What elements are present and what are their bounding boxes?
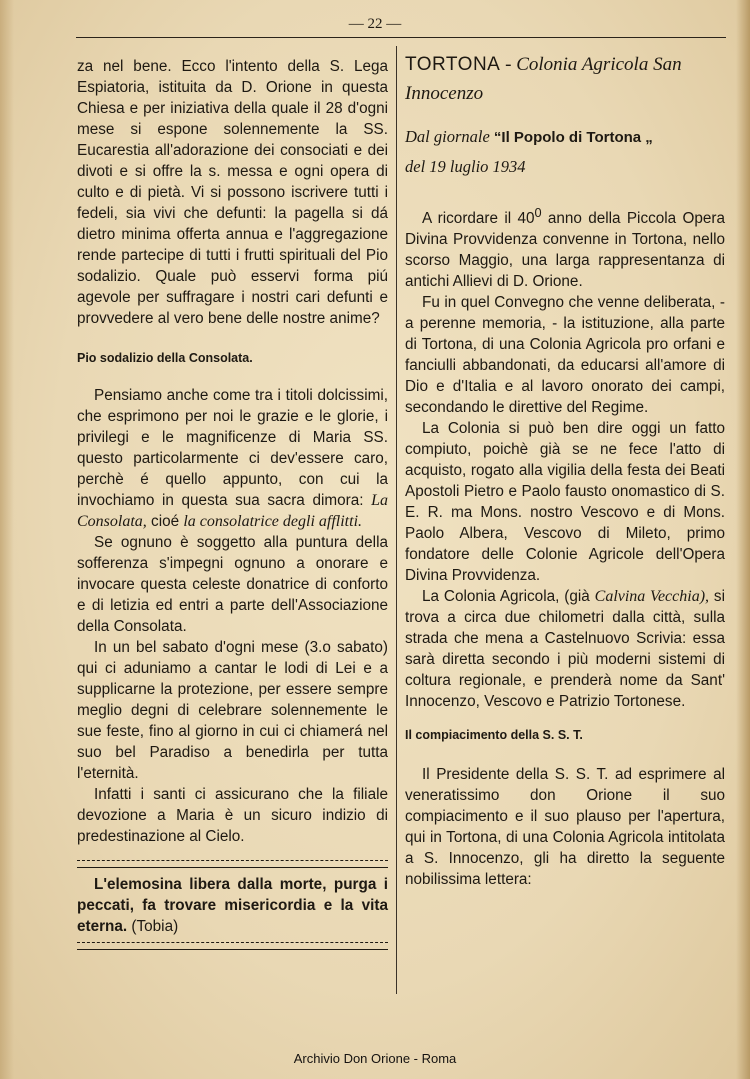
colonia-paragraph-3: La Colonia si può ben dire oggi un fatto compiuto, poichè già se ne fece l'atto di acquisto, rogato alla vigilia della festa dei Beati Apostoli Pietro e Paolo fausto onomastico di S. E. R. ma Mons. nostro Vescovo e di Mons. Paolo Albera, Vescovo di Mileto, primo fondatore delle Colonie Agricole dell'Opera Divina Provvidenza.	[405, 420, 725, 585]
article-title: TORTONA - Colonia Agricola San Innocenzo	[405, 54, 682, 104]
right-column	[405, 56, 725, 890]
article-source: Dal giornale “Il Popolo di Tortona „ del 19 luglio 1934	[405, 127, 653, 176]
left-column	[77, 56, 388, 950]
consolata-heading: Pio sodalizio della Consolata.	[77, 351, 253, 365]
tobia-quote-box	[77, 860, 388, 950]
colonia-paragraph-1: A ricordare il $40^0$ anno della Piccola Opera Divina Provvidenza convenne in Tortona, nello scorso Maggio, una larga rappresentanza di antichi Allievi di D. Orione.	[405, 205, 725, 291]
consolata-paragraph-1: Pensiamo anche come tra i titoli dolcissimi, che esprimono per noi le grazie e le glorie, i privilegi e le magnificenze di Maria SS. questo particolarmente ci dev'essere caro, perchè é quello appunto, con cui la invochiamo in questa sua sacra dimora: La Consolata, cioé la consolatrice degli afflitti.	[77, 387, 388, 530]
column-divider	[396, 46, 397, 994]
page-edge-shadow-left	[0, 0, 14, 1079]
lega-espiatoria-paragraph: za nel bene. Ecco l'intento della S. Lega Espiatoria, istituita da D. Orione in questa Chiesa e per iniziativa della quale il 28 d'ogni mese si espone solennemente la SS. Eucarestia all'adorazione dei consociati e dei divoti e si offre la s. messa e ogni opera di culto e di pietà. Vi si possono iscrivere tutti i fedeli, sia vivi che defunti: la pagella si dá dietro minima offerta annua e l'aggregazione rende partecipe di tutti i frutti spirituali del Pio sodalizio. Quale può esservi forma piú agevole per suffragare i nostri cari defunti e provvedere al vero bene delle nostre anime?	[77, 58, 388, 327]
colonia-paragraph-4: La Colonia Agricola, (già Calvina Vecchia), si trova a circa due chilometri dalla città, sulla strada che mena a Castelnuovo Scrivia: essa sarà diretta secondo i più moderni sistemi di coltura regionale, e prenderà nome da Sant' Innocenzo, Vescovo e Patrizio Tortonese.	[405, 588, 725, 711]
compiacimento-paragraph: Il Presidente della S. S. T. ad esprimere al veneratissimo don Orione il suo compiacimento e il suo plauso per l'apertura, qui in Tortona, di una Colonia Agricola intitolata a S. Innocenzo, gli ha diretto la seguente nobilissima lettera:	[405, 766, 725, 889]
archive-footer: Archivio Don Orione - Roma	[293, 1051, 457, 1066]
page-edge-shadow-right	[736, 0, 750, 1079]
quote-ornament-top	[77, 860, 388, 868]
consolata-paragraph-4: Infatti i santi ci assicurano che la filiale devozione a Maria è un sicuro indizio di predestinazione al Cielo.	[77, 786, 388, 845]
consolata-paragraph-3: In un bel sabato d'ogni mese (3.o sabato) qui ci aduniamo a cantar le lodi di Lei e a supplicarne la protezione, per essere sempre meglio degni di celebrare solennemente le sue feste, fino al giorno in cui ci chiamerá nel suo bel Paradiso a benedirla per tutta l'eternità.	[77, 639, 388, 782]
colonia-paragraph-2: Fu in quel Convegno che venne deliberata, - a perenne memoria, - la istituzione, alla parte di Tortona, di una Colonia Agricola pro orfani e fanciulli abbandonati, da educarsi all'amore di Dio e d'Italia e al lavoro onorato dei campi, secondando le direttive del Regime.	[405, 294, 725, 417]
quote-ornament-bottom	[77, 942, 388, 950]
page-number: — 22 —	[348, 16, 402, 32]
consolata-paragraph-2: Se ognuno è soggetto alla puntura della sofferenza s'impegni ognuno a onorare e invocare questa celeste donatrice di conforto e di letizia ed entri a parte dell'Associazione della Consolata.	[77, 534, 388, 635]
header-rule	[76, 37, 726, 38]
compiacimento-heading: Il compiacimento della S. S. T.	[405, 728, 583, 743]
tobia-quote: L'elemosina libera dalla morte, purga i peccati, fa trovare misericordia e la vita eterna. (Tobia)	[77, 876, 388, 935]
